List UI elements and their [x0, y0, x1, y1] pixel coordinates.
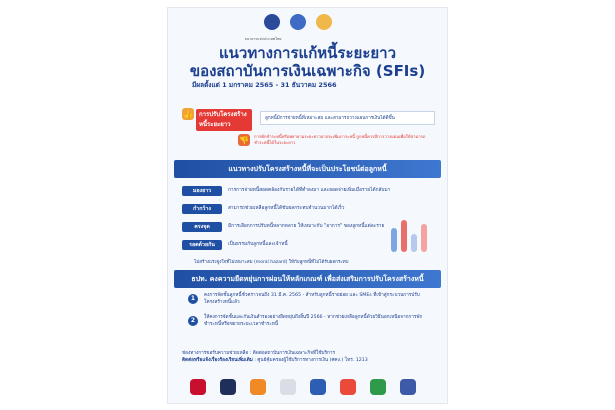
- thumbs-down-icon: 👎: [239, 135, 249, 145]
- benefit-tag: มองยาว: [182, 186, 222, 196]
- decorative-bars-illustration: [389, 214, 429, 252]
- benefit-desc: การการจ่ายหนี้สอดคล้องกับรายได้ที่ต่ำลงมา และยอดจ่ายเพิ่มเมื่อรายได้กลับมา: [228, 188, 391, 193]
- benefit-desc: สามารถช่วยเหลือลูกหนี้ได้ขับผลกระทบจำนวนมากได้เร็ว: [228, 206, 345, 211]
- contact-value: : ศูนย์คุ้มครองผู้ใช้บริการทางการเงิน (ศคง.) โทร. 1213: [252, 358, 368, 363]
- bank-of-thailand-logo: [264, 14, 280, 30]
- criterion-number: 2: [188, 316, 198, 326]
- benefit-item: [182, 186, 442, 196]
- contact-label: ติดต่อหรือแจ้งเรื่องร้องเรียนเพิ่มเติม: [182, 358, 253, 363]
- contact-info: [182, 350, 368, 364]
- contact-line-2: [182, 357, 368, 364]
- infographic-poster: [168, 8, 447, 403]
- long-term-label: การปรับโครงสร้างหนี้ระยะยาว: [196, 109, 252, 131]
- benefit-tag: ครงจุด: [182, 222, 222, 232]
- bot-criteria-list: [182, 292, 433, 352]
- criterion-text: ให้คงการจัดชั้นและกันเงินสำรองอย่างยืดหยุ่นถึงสิ้นปี 2566 - หากช่วยเหลือลูกหนี้ด้วยวิธีนอกเหนือจากการพักชำระหนี้หรือขยายระยะเวลาชำระหนี้: [204, 315, 423, 327]
- warning-text: การพักชำระหนี้หรือพยายามระยะยาวอาจจะเพิ่มภาระหนี้ ลูกหนี้ควรมีการวางแผนเพื่อให้สามารถชำระหนี้ได้ในระยะยาว: [254, 134, 426, 145]
- bottom-logo-row: [168, 379, 447, 397]
- ministry-logo: [290, 14, 306, 30]
- top-logo-row: [168, 12, 447, 32]
- org-caption: ธนาคารแห่งประเทศไทย: [244, 37, 282, 41]
- criterion-text: คงการจัดชั้นลูกหนี้ชั่วคราวจนถึง 31 มี.ค. 2565 - สำหรับลูกหนี้รายย่อย และ SMEs ที่เข้าสู่กระบวนการปรับโครงสร้างหนี้แล้ว: [204, 293, 420, 305]
- criterion-number: 1: [188, 294, 198, 304]
- benefits-banner: แนวทางปรับโครงสร้างหนี้ที่จะเป็นประโยชน์ต่อลูกหนี้: [174, 160, 441, 178]
- sfi-logo: [400, 379, 416, 395]
- sfi-logo: [250, 379, 266, 395]
- title-line-2: ของสถาบันการเงินเฉพาะกิจ (SFIs): [189, 62, 426, 80]
- moral-hazard-note: ไม่สร้างแรงจูงใจที่ไม่เหมาะสม (moral hazard) ให้กับลูกหนี้ที่ไม่ได้รับผลกระทบ: [194, 260, 349, 265]
- benefit-tag: กำกว้าง: [182, 204, 222, 214]
- benefit-tag: รอดด้วยกัน: [182, 240, 222, 250]
- contact-line-1: ช่องทางการขอรับความช่วยเหลือ : ติดต่อสถาบันการเงินเฉพาะกิจที่ใช้บริการ: [182, 351, 335, 356]
- sfi-logo: [220, 379, 236, 395]
- fcc-logo: [316, 14, 332, 30]
- sfi-logo: [340, 379, 356, 395]
- long-term-desc: ลูกหนี้มีการจ่ายหนี้ที่เหมาะสม และสามารถวางแผนการเงินได้ดีขึ้น: [260, 111, 435, 125]
- benefit-desc: เป็นธรรมกับลูกหนี้และเจ้าหนี้: [228, 242, 288, 247]
- bot-flexibility-banner: ธปท. คงความยืดหยุ่นการผ่อนให้หลักเกณฑ์ เพื่อส่งเสริมการปรับโครงสร้างหนี้: [174, 270, 441, 288]
- long-term-restructure-section: [182, 108, 433, 150]
- sfi-logo: [310, 379, 326, 395]
- benefit-item: [182, 204, 442, 214]
- sfi-logo: [370, 379, 386, 395]
- effective-period: มีผลตั้งแต่ 1 มกราคม 2565 - 31 ธันวาคม 2566: [192, 81, 337, 89]
- sfi-logo: [190, 379, 206, 395]
- benefit-desc: มีการเลือกการปรับหนี้หลากหลาย ให้เหมาะกับ "อาการ" ของลูกหนี้แต่ละราย: [228, 224, 385, 229]
- thumbs-up-icon: 👍: [183, 109, 193, 119]
- sfi-logo: [280, 379, 296, 395]
- title-line-1: แนวทางการแก้หนี้ระยะยาว: [218, 44, 397, 62]
